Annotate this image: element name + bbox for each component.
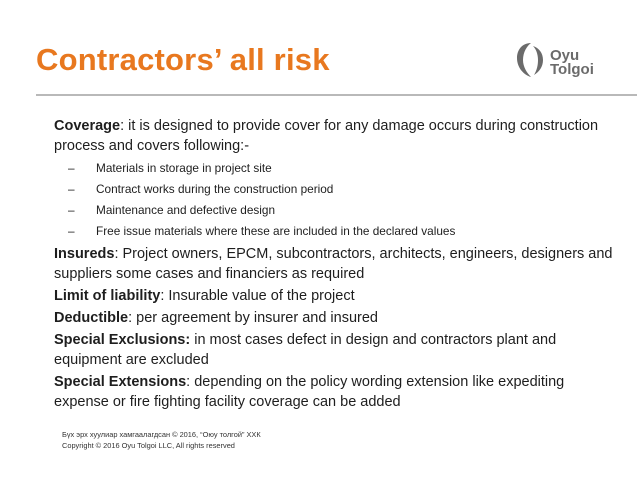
insureds-label: Insureds xyxy=(54,246,115,262)
list-item: – Free issue materials where these are included in the declared values xyxy=(68,224,456,238)
slide-title: Contractors’ all risk xyxy=(36,42,330,77)
extensions-paragraph xyxy=(54,372,614,412)
limit-paragraph xyxy=(54,286,614,306)
limit-text: : Insurable value of the project xyxy=(160,288,355,304)
exclusions-text: in most cases defect in design and contractors plant and equipment are excluded xyxy=(54,332,557,368)
oyu-tolgoi-logo-icon xyxy=(514,40,548,80)
insureds-text: : Project owners, EPCM, subcontractors, architects, engineers, designers and suppliers some cases and financiers as required xyxy=(54,246,613,282)
list-item: – Maintenance and defective design xyxy=(68,203,276,217)
exclusions-label: Special Exclusions: xyxy=(54,332,191,348)
logo-line-1: Oyu xyxy=(550,47,580,64)
logo-wordmark xyxy=(550,49,594,77)
list-item: – Contract works during the construction period xyxy=(68,182,334,196)
coverage-list xyxy=(54,158,614,242)
list-item-text: Contract works during the construction period xyxy=(96,182,334,196)
deductible-text: : per agreement by insurer and insured xyxy=(128,310,378,326)
slide-body xyxy=(54,116,614,414)
limit-label: Limit of liability xyxy=(54,288,161,304)
extensions-label: Special Extensions xyxy=(54,374,187,390)
extensions-text: : depending on the policy wording extension like expediting expense or fire fighting facility coverage can be added xyxy=(54,374,565,410)
copyright-footer xyxy=(62,429,261,451)
deductible-label: Deductible xyxy=(54,310,129,326)
list-item: – Materials in storage in project site xyxy=(68,161,272,175)
footer-line-1: Бүх эрх хуулиар хамгаалагдсан © 2016, “Оюу толгой” ХХК xyxy=(62,430,261,439)
logo-line-2: Tolgoi xyxy=(550,61,594,78)
coverage-paragraph xyxy=(54,116,614,156)
company-logo xyxy=(514,40,614,90)
title-divider xyxy=(36,94,637,96)
coverage-text: : it is designed to provide cover for any damage occurs during construction process and covers following:- xyxy=(54,118,599,154)
insureds-paragraph xyxy=(54,244,614,284)
deductible-paragraph xyxy=(54,308,614,328)
footer-line-2: Copyright © 2016 Oyu Tolgoi LLC, All rights reserved xyxy=(62,441,235,450)
coverage-label: Coverage xyxy=(54,118,121,134)
exclusions-paragraph xyxy=(54,330,614,370)
list-item-text: Free issue materials where these are included in the declared values xyxy=(96,224,456,238)
list-item-text: Maintenance and defective design xyxy=(96,203,276,217)
list-item-text: Materials in storage in project site xyxy=(96,161,272,175)
